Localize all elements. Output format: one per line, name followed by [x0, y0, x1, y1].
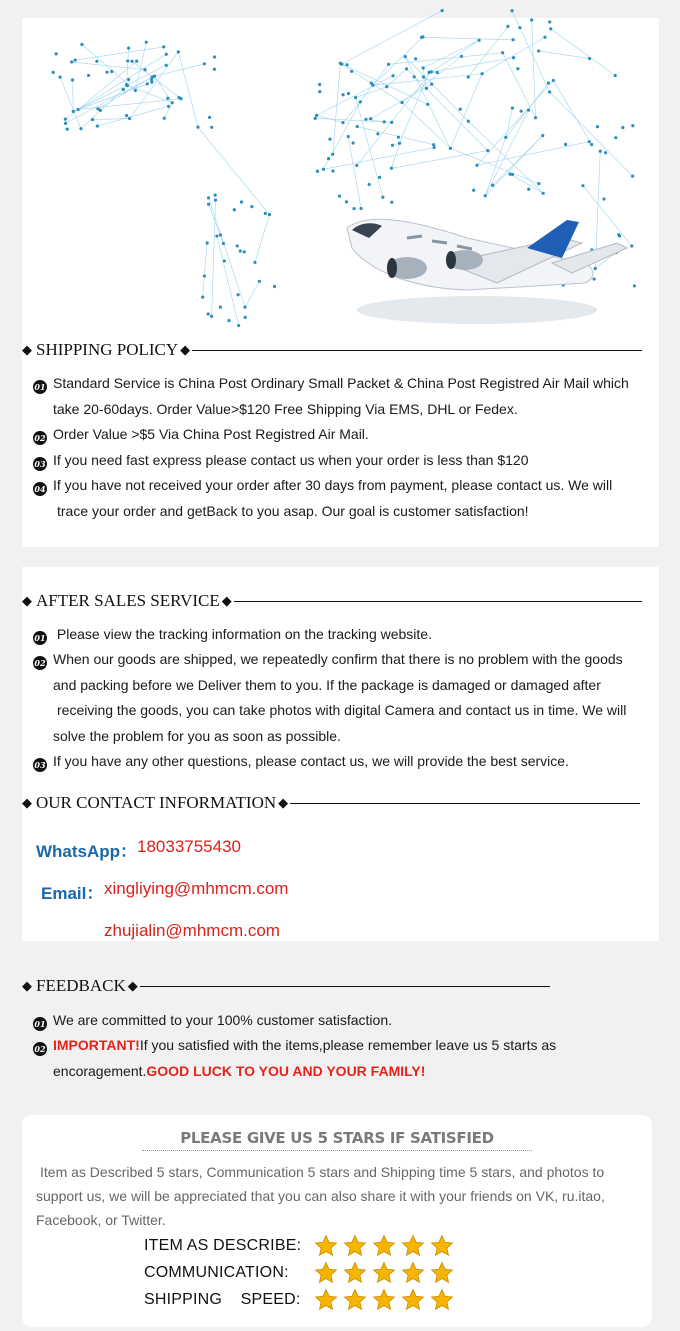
- star-icon: [372, 1288, 396, 1312]
- diamond-bullet-icon: ◆: [127, 978, 138, 994]
- shipping-policy-heading: [22, 340, 642, 360]
- star-icon: [314, 1234, 338, 1258]
- star-icon: [314, 1288, 338, 1312]
- number-badge-icon: 02: [34, 1044, 46, 1054]
- dotted-divider: [142, 1150, 532, 1151]
- diamond-bullet-icon: ◆: [22, 342, 32, 358]
- number-badge-icon: 01: [34, 382, 46, 392]
- rating-description: Item as Described 5 stars, Communication 5 stars and Shipping time 5 stars, and photos to support us, we will be appreciated that you can also share it with your friends on VK, ru.itao, Facebook, or Twitter.: [36, 1164, 605, 1228]
- rating-row-communication: [144, 1261, 454, 1285]
- contact-heading: [22, 793, 640, 813]
- diamond-bullet-icon: ◆: [278, 795, 289, 811]
- star-icon: [343, 1288, 367, 1312]
- email-link-1[interactable]: xingliying@mhmcm.com: [104, 879, 289, 898]
- number-badge-icon: 02: [34, 433, 46, 443]
- list-item: 03 If you need fast express please contact us when your order is less than $120: [34, 452, 529, 469]
- number-badge-icon: 01: [34, 633, 46, 643]
- number-badge-icon: 03: [34, 459, 46, 469]
- star-icon: [343, 1234, 367, 1258]
- star-icon: [343, 1261, 367, 1285]
- diamond-bullet-icon: ◆: [180, 342, 191, 358]
- divider: [140, 986, 550, 987]
- number-badge-icon: 01: [34, 1019, 46, 1029]
- divider: [192, 350, 642, 351]
- star-group: [314, 1234, 454, 1258]
- rating-title: PLEASE GIVE US 5 STARS IF SATISFIED: [180, 1129, 494, 1147]
- list-item: 01 We are committed to your 100% customer satisfaction.: [34, 1012, 392, 1029]
- star-icon: [314, 1261, 338, 1285]
- list-item: 03 If you have any other questions, please contact us, we will provide the best service.: [34, 753, 569, 770]
- star-icon: [430, 1234, 454, 1258]
- number-badge-icon: 02: [34, 658, 46, 668]
- star-group: [314, 1288, 454, 1312]
- star-group: [314, 1261, 454, 1285]
- number-badge-icon: 04: [34, 484, 46, 494]
- list-item: 02 IMPORTANT!If you satisfied with the items,please remember leave us 5 starts as encoragement.GOOD LUCK TO YOU AND YOUR FAMILY!: [34, 1037, 557, 1079]
- whatsapp-label: WhatsApp：: [36, 842, 138, 861]
- section-title: OUR CONTACT INFORMATION: [36, 793, 277, 812]
- rating-label: COMMUNICATION:: [144, 1264, 289, 1281]
- divider: [290, 803, 640, 804]
- star-icon: [401, 1288, 425, 1312]
- world-network-map: [22, 0, 659, 335]
- diamond-bullet-icon: ◆: [22, 795, 32, 811]
- number-badge-icon: 03: [34, 760, 46, 770]
- email-link-2[interactable]: zhujialin@mhmcm.com: [104, 921, 280, 940]
- email-label: Email：: [41, 884, 104, 903]
- list-item: 02 When our goods are shipped, we repeatedly confirm that there is no problem with the goods and packing before we Deliver them to you. If the package is damaged or damaged after receiving the goods, you can take photos with digital Camera and contact us in time. We will solve the problem for you as soon as possible.: [34, 651, 627, 744]
- list-item: 01 Standard Service is China Post Ordinary Small Packet & China Post Registred Air Mail which take 20-60days. Order Value>$120 Free Shipping Via EMS, DHL or Fedex.: [34, 375, 629, 417]
- airplane-icon: [347, 219, 627, 324]
- star-icon: [372, 1261, 396, 1285]
- rating-label: SHIPPING SPEED:: [144, 1291, 301, 1308]
- whatsapp-number[interactable]: 18033755430: [137, 837, 242, 856]
- diamond-bullet-icon: ◆: [221, 593, 232, 609]
- star-icon: [401, 1261, 425, 1285]
- rating-row-shipping-speed: [144, 1288, 454, 1312]
- good-luck-text: GOOD LUCK TO YOU AND YOUR FAMILY!: [146, 1062, 426, 1079]
- diamond-bullet-icon: ◆: [22, 978, 32, 994]
- list-item: 01 Please view the tracking information on the tracking website.: [34, 626, 432, 643]
- feedback-heading: [22, 976, 550, 996]
- important-label: IMPORTANT!: [53, 1037, 140, 1053]
- after-sales-heading: [22, 591, 642, 611]
- star-icon: [430, 1288, 454, 1312]
- rating-row-item-as-describe: [144, 1234, 454, 1258]
- rating-label: ITEM AS DESCRIBE:: [144, 1237, 302, 1254]
- diamond-bullet-icon: ◆: [22, 593, 32, 609]
- section-title: SHIPPING POLICY: [36, 340, 179, 359]
- list-item: 02 Order Value >$5 Via China Post Registred Air Mail.: [34, 426, 369, 443]
- star-icon: [401, 1234, 425, 1258]
- section-title: AFTER SALES SERVICE: [36, 591, 220, 610]
- star-icon: [372, 1234, 396, 1258]
- divider: [234, 601, 642, 602]
- star-icon: [430, 1261, 454, 1285]
- section-title: FEEDBACK: [36, 976, 126, 995]
- list-item: 04 If you have not received your order after 30 days from payment, please contact us. We will trace your order and getBack to you asap. Our goal is customer satisfaction!: [34, 477, 613, 519]
